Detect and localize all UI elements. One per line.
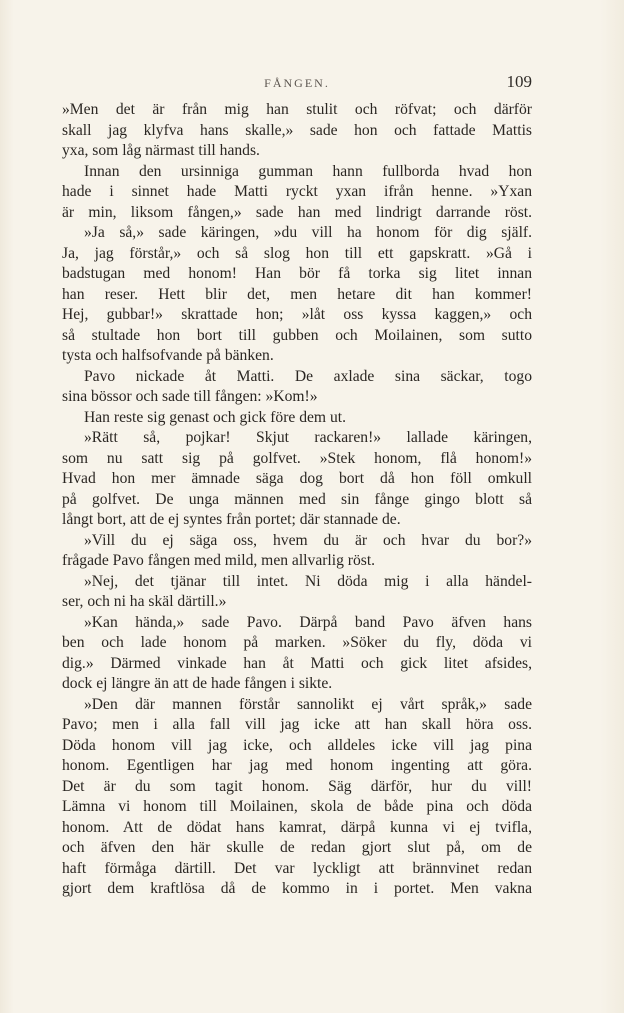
text-line: yxa, som låg närmast till hands. xyxy=(62,142,260,159)
text-line: »Den där mannen förstår sannolikt ej vårt språk,» sade xyxy=(84,695,532,713)
text-line: som nu satt sig på golfvet. »Stek honom, flå honom!» xyxy=(62,449,532,467)
text-line: ben och lade honom på marken. »Söker du fly, döda vi xyxy=(62,634,532,651)
text-line: och äfven den här skulle de redan gjort slut på, om de xyxy=(62,839,532,856)
text-line: Ja, jag förstår,» och så slog hon till ett gapskratt. »Gå i xyxy=(62,244,532,262)
text-line: Pavo; men i alla fall vill jag icke att han skall höra oss. xyxy=(62,716,532,733)
text-line: Hej, gubbar!» skrattade hon; »låt oss kyssa kaggen,» och xyxy=(62,306,532,323)
text-line: frågade Pavo fången med mild, men allvarlig röst. xyxy=(62,552,376,569)
text-line: badstugan med honom! Han bör få torka sig litet innan xyxy=(62,265,532,282)
running-head: FÅNGEN. xyxy=(264,76,330,90)
text-line: på golfvet. De unga männen med sin fånge gingo blott så xyxy=(62,490,532,508)
text-line: tysta och halfsofvande på bänken. xyxy=(62,347,274,364)
text-line: Det är du som tagit honom. Säg därför, hur du vill! xyxy=(62,777,532,795)
text-line: »Nej, det tjänar till intet. Ni döda mig i alla händel- xyxy=(84,572,532,590)
text-line: sina bössor och sade till fången: »Kom!» xyxy=(62,388,318,405)
text-line: »Rätt så, pojkar! Skjut rackaren!» lallade käringen, xyxy=(84,429,532,446)
text-line: så stultade hon bort till gubben och Moilainen, som sutto xyxy=(62,326,532,344)
text-line: haft förmåga därtill. Det var lyckligt att brännvinet redan xyxy=(62,859,532,877)
text-line: dock ej längre än att de hade fången i sikte. xyxy=(62,675,333,692)
text-line: långt bort, att de ej syntes från portet; där stannade de. xyxy=(62,511,401,528)
text-line: »Men det är från mig han stulit och röfvat; och därför xyxy=(62,101,532,118)
text-line: honom. Att de dödat hans kamrat, därpå kunna vi ej tvifla, xyxy=(62,818,532,836)
text-line: är min, liksom fången,» sade han med lindrigt darrande röst. xyxy=(62,203,532,221)
page-header xyxy=(62,70,532,94)
page-number: 109 xyxy=(506,72,532,91)
text-line: Han reste sig genast och gick före dem ut. xyxy=(84,408,346,426)
text-line: »Kan hända,» sade Pavo. Därpå band Pavo äfven hans xyxy=(84,613,532,631)
text-line: »Ja så,» sade käringen, »du vill ha honom för dig själf. xyxy=(84,224,532,241)
text-line: han reser. Hett blir det, men hetare dit han kommer! xyxy=(62,285,532,303)
text-line: Döda honom vill jag icke, och alldeles icke vill jag pina xyxy=(62,736,532,754)
text-line: Pavo nickade åt Matti. De axlade sina säckar, togo xyxy=(84,367,532,385)
text-line: dig.» Därmed vinkade han åt Matti och gick litet afsides, xyxy=(62,654,532,672)
text-line: gjort dem kraftlösa då de kommo in i portet. Men vakna xyxy=(62,880,532,897)
text-line: »Vill du ej säga oss, hvem du är och hvar du bor?» xyxy=(84,531,532,549)
text-line: Innan den ursinniga gumman hann fullborda hvad hon xyxy=(84,162,532,180)
text-line: ser, och ni ha skäl därtill.» xyxy=(62,593,227,610)
text-line: Hvad hon mer ämnade säga dog bort då hon föll omkull xyxy=(62,470,532,487)
text-line: hade i sinnet hade Matti ryckt yxan ifrån henne. »Yxan xyxy=(62,183,532,200)
text-line: honom. Egentligen har jag med honom ingenting att göra. xyxy=(62,757,532,774)
text-line: skall jag klyfva hans skalle,» sade hon och fattade Mattis xyxy=(62,121,532,139)
text-line: Lämna vi honom till Moilainen, skola de både pina och döda xyxy=(62,798,532,815)
body-text xyxy=(62,100,532,900)
